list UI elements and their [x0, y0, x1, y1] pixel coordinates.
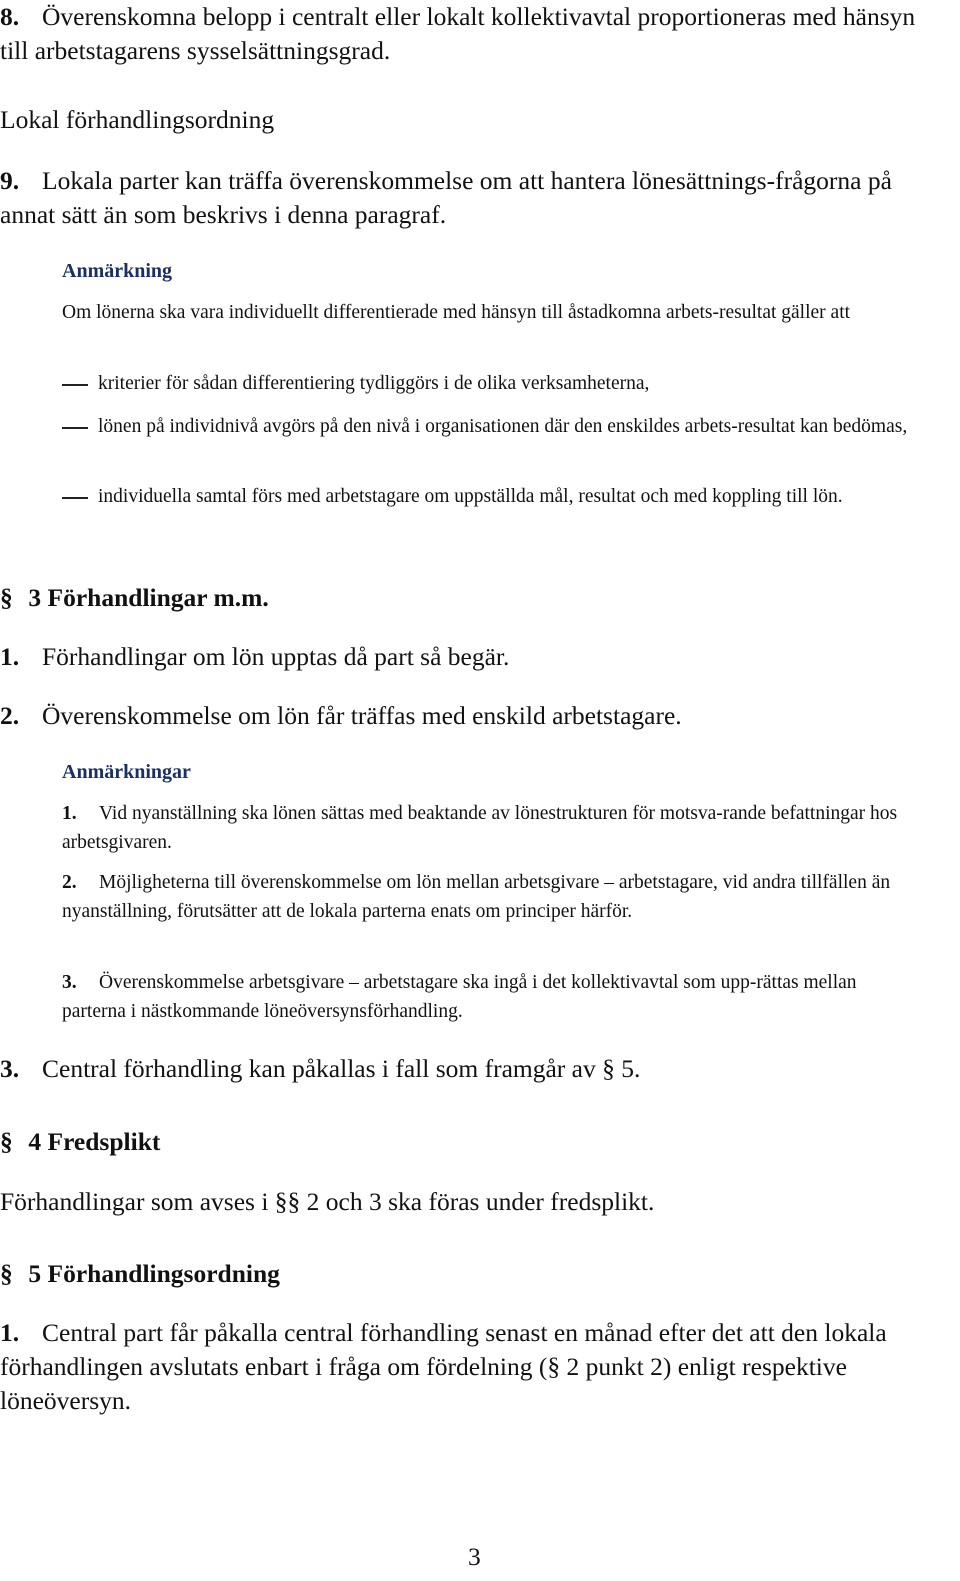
item-9 — [0, 164, 910, 232]
dash-bullet-icon — [62, 384, 88, 386]
note-heading: Anmärkning — [62, 260, 173, 282]
section-symbol: § — [0, 583, 13, 612]
note-intro: Om lönerna ska vara individuellt differentierade med hänsyn till åstadkomna arbets-resultat gäller att — [62, 302, 851, 323]
bullet-item — [62, 482, 922, 540]
item-text: Förhandlingar om lön upptas då part så begär. — [42, 642, 510, 671]
section-3-item-3 — [0, 1052, 930, 1086]
bullet-text: individuella samtal förs med arbetstagare om uppställda mål, resultat och med koppling till lön. — [98, 486, 843, 507]
section-symbol: § — [0, 1127, 13, 1156]
item-number: 1. — [62, 803, 77, 824]
section-3-item-1 — [0, 640, 930, 674]
section-3-item-2 — [0, 699, 930, 733]
item-text: Central part får påkalla central förhandling senast en månad efter det att den lokala förhandlingen avslutats enbart i fråga om fördelning (§ 2 punkt 2) enligt respektive löneöversyn. — [0, 1318, 887, 1415]
dash-bullet-icon — [62, 497, 88, 499]
subheading-lokal-forhandlingsordning: Lokal förhandlingsordning — [0, 105, 275, 134]
section-5-item-1 — [0, 1316, 945, 1418]
item-text: Vid nyanställning ska lönen sättas med beaktande av lönestrukturen för motsva-rande befattningar hos arbetsgivaren. — [62, 803, 898, 853]
item-number: 8. — [0, 2, 20, 31]
page-number: 3 — [468, 1542, 481, 1571]
item-text: Lokala parter kan träffa överenskommelse om att hantera lönesättnings-frågorna på annat sätt än som beskrivs i denna paragraf. — [0, 166, 892, 229]
item-number: 2. — [62, 872, 77, 893]
section-5-heading — [0, 1257, 280, 1291]
section-4-text: Förhandlingar som avses i §§ 2 och 3 ska föras under fredsplikt. — [0, 1187, 655, 1216]
item-number: 3. — [62, 972, 77, 993]
bullet-item — [62, 412, 922, 470]
section-title: 5 Förhandlingsordning — [28, 1259, 280, 1288]
item-text: Överenskommelse om lön får träffas med enskild arbetstagare. — [42, 701, 682, 730]
item-number: 2. — [0, 701, 20, 730]
item-text: Överenskomna belopp i centralt eller lokalt kollektivavtal proportioneras med hänsyn till arbetstagarens sysselsättningsgrad. — [0, 2, 916, 65]
note-item-2 — [62, 868, 914, 926]
item-number: 9. — [0, 166, 20, 195]
item-number: 1. — [0, 1318, 20, 1347]
section-symbol: § — [0, 1259, 13, 1288]
bullet-item — [62, 369, 922, 398]
item-text: Överenskommelse arbetsgivare – arbetstagare ska ingå i det kollektivavtal som upp-rättas mellan parterna i nästkommande löneöversynsförhandling. — [62, 972, 857, 1022]
notes-heading: Anmärkningar — [62, 761, 191, 783]
item-8 — [0, 0, 930, 68]
item-number: 1. — [0, 642, 20, 671]
section-title: 3 Förhandlingar m.m. — [28, 583, 269, 612]
section-4-heading — [0, 1125, 160, 1159]
bullet-text: kriterier för sådan differentiering tydliggörs i de olika verksamheterna, — [98, 373, 650, 394]
dash-bullet-icon — [62, 427, 88, 429]
section-title: 4 Fredsplikt — [28, 1127, 161, 1156]
item-number: 3. — [0, 1054, 20, 1083]
note-item-3 — [62, 968, 914, 1026]
item-text: Central förhandling kan påkallas i fall som framgår av § 5. — [42, 1054, 641, 1083]
item-text: Möjligheterna till överenskommelse om lön mellan arbetsgivare – arbetstagare, vid andra tillfällen än nyanställning, förutsätter att de lokala parterna enats om principer härför. — [62, 872, 891, 922]
note-item-1 — [62, 799, 914, 857]
bullet-text: lönen på individnivå avgörs på den nivå i organisationen där den enskildes arbets-resultat kan bedömas, — [98, 416, 908, 437]
section-3-heading — [0, 581, 269, 615]
